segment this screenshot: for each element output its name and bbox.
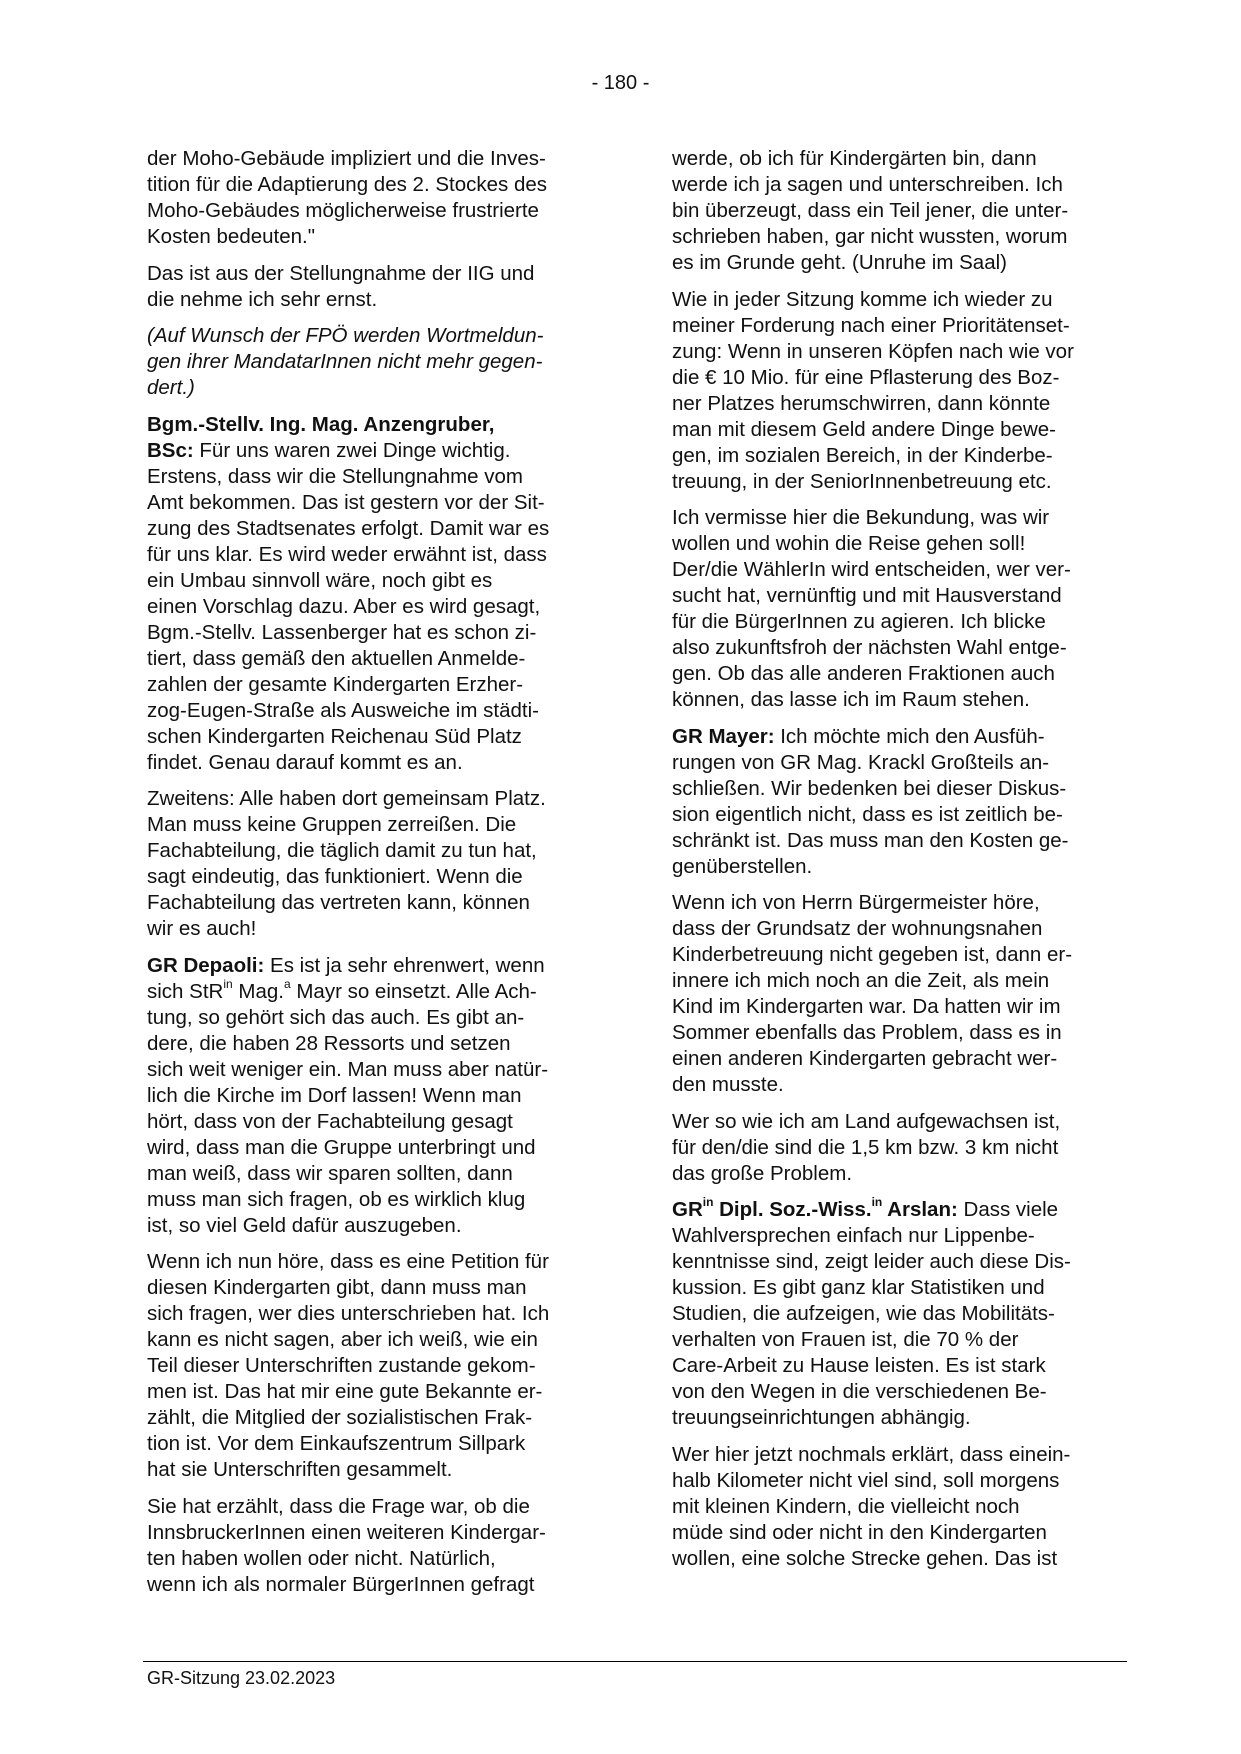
speaker-name: GR Mayer:: [672, 724, 775, 748]
speech-depaoli: GR Depaoli: Es ist ja sehr ehrenwert, wenn sich StR$^{in}$ Mag.$^a$ Mayr so einsetzt. Alle Ach- tung, so gehört sich das auch. Es gibt an- dere, die haben 28 Ressorts und setzen sich weit weniger ein. Man muss aber natür- lich die Kirche im Dorf lassen! Wenn man hört, dass von der Fachabteilung gesagt wird, dass man die Gruppe unterbringt und man weiß, dass wir sparen sollten, dann muss man sich fragen, ob es wirklich klug ist, so viel Geld dafür auszugeben.: [147, 953, 549, 1237]
speech-mayer: GR Mayer: Ich möchte mich den Ausfüh- rungen von GR Mag. Krackl Großteils an- schließen. Wir bedenken bei dieser Diskus- sion eigentlich nicht, dass es ist zeitlich be- schränkt ist. Das muss man den Kosten ge- genüberstellen.: [672, 724, 1069, 878]
speech-anzengruber: Bgm.-Stellv. Ing. Mag. Anzengruber, BSc: Für uns waren zwei Dinge wichtig. Erstens, dass wir die Stellungnahme vom Amt bekommen. Das ist gestern vor der Sit- zung des Stadtsenates erfolgt. Damit war es für uns klar. Es wird weder erwähnt ist, dass ein Umbau sinnvoll wäre, noch gibt es einen Vorschlag dazu. Aber es wird gesagt, Bgm.-Stellv. Lassenberger hat es schon zi- tiert, dass gemäß den aktuellen Anmelde- zahlen der gesamte Kindergarten Erzher- zog-Eugen-Straße als Ausweiche im städti- schen Kindergarten Reichenau Süd Platz findet. Genau darauf kommt es an.: [147, 412, 550, 774]
paragraph: Wenn ich von Herrn Bürgermeister höre, dass der Grundsatz der wohnungsnahen Kinderbetreuung nicht gegeben ist, dann er- innere ich mich noch an die Zeit, als mein Kind im Kindergarten war. Da hatten wir im Sommer ebenfalls das Problem, dass es in einen anderen Kindergarten gebracht wer- den musste.: [672, 891, 1073, 1096]
paragraph: Das ist aus der Stellungnahme der IIG und die nehme ich sehr ernst.: [147, 261, 535, 311]
right-column: [672, 146, 1132, 1582]
paragraph: der Moho-Gebäude impliziert und die Inves- tition für die Adaptierung des 2. Stockes des Moho-Gebäudes möglicherweise frustrierte Kosten bedeuten.": [147, 147, 548, 248]
speaker-name: Bgm.-Stellv. Ing. Mag. Anzengruber,: [147, 412, 495, 436]
paragraph: werde, ob ich für Kindergärten bin, dann werde ich ja sagen und unterschreiben. Ich bin überzeugt, dass ein Teil jener, die unter- schrieben haben, gar nicht wussten, worum es im Grunde geht. (Unruhe im Saal): [672, 147, 1069, 274]
speech-arslan: $GR^{in}$ Dipl. Soz.-Wiss.$^{in}$ Arslan: Dass viele Wahlversprechen einfach nur Lippenbe- kenntnisse sind, zeigt leider auch diese Dis- kussion. Es gibt ganz klar Statistiken und Studien, die aufzeigen, wie das Mobilitäts- verhalten von Frauen ist, die 70 % der Care-Arbeit zu Hause leisten. Es ist stark von den Wegen in die verschiedenen Be- treuungseinrichtungen abhängig.: [672, 1195, 1071, 1429]
paragraph: Sie hat erzählt, dass die Frage war, ob die InnsbruckerInnen einen weiteren Kindergar- ten haben wollen oder nicht. Natürlich, wenn ich als normaler BürgerInnen gefragt: [147, 1494, 546, 1596]
paragraph: Wer hier jetzt nochmals erklärt, dass einein- halb Kilometer nicht viel sind, soll morgens mit kleinen Kindern, die vielleicht noch müde sind oder nicht in den Kindergarten wollen, eine solche Strecke gehen. Das ist: [672, 1442, 1071, 1570]
paragraph: Wer so wie ich am Land aufgewachsen ist, für den/die sind die 1,5 km bzw. 3 km nicht das große Problem.: [672, 1109, 1061, 1185]
paragraph: Zweitens: Alle haben dort gemeinsam Platz. Man muss keine Gruppen zerreißen. Die Fachabteilung, die täglich damit zu tun hat, sagt eindeutig, das funktioniert. Wenn die Fachabteilung das vertreten kann, können wir es auch!: [147, 787, 546, 940]
footer-rule: [143, 1661, 1127, 1662]
paragraph: Ich vermisse hier die Bekundung, was wir wollen und wohin die Reise gehen soll! Der/die WählerIn wird entscheiden, wer ver- sucht hat, vernünftig und mit Hausverstand für die BürgerInnen zu agieren. Ich blicke also zukunftsfroh der nächsten Wahl entge- gen. Ob das alle anderen Fraktionen auch können, das lasse ich im Raum stehen.: [672, 506, 1071, 711]
paragraph: Wie in jeder Sitzung komme ich wieder zu meiner Forderung nach einer Prioritätenset- zung: Wenn in unseren Köpfen nach wie vor die € 10 Mio. für eine Pflasterung des Boz- ner Platzes herumschwirren, dann könnte man mit diesem Geld andere Dinge bewe- gen, im sozialen Bereich, in der Kinderbe- treuung, in der SeniorInnenbetreuung etc.: [672, 287, 1074, 493]
speaker-name: GR Depaoli:: [147, 953, 265, 977]
speaker-name: $GR^{in}$ Dipl. Soz.-Wiss.$^{in}$ Arslan:: [672, 1195, 958, 1221]
left-column: [147, 146, 599, 1608]
footer-text: GR-Sitzung 23.02.2023: [147, 1668, 336, 1688]
page-number: - 180 -: [591, 72, 650, 94]
speaker-name: BSc:: [147, 438, 194, 462]
paragraph: Wenn ich nun höre, dass es eine Petition für diesen Kindergarten gibt, dann muss man sich fragen, wer dies unterschrieben hat. Ich kann es nicht sagen, aber ich weiß, wie ein Teil dieser Unterschriften zustande gekom- men ist. Das hat mir eine gute Bekannte er- zählt, die Mitglied der sozialistischen Frak- tion ist. Vor dem Einkaufszentrum Sillpark hat sie Unterschriften gesammelt.: [147, 1250, 550, 1481]
editorial-note: (Auf Wunsch der FPÖ werden Wortmeldun- gen ihrer MandatarInnen nicht mehr gegen- dert.): [147, 324, 544, 399]
